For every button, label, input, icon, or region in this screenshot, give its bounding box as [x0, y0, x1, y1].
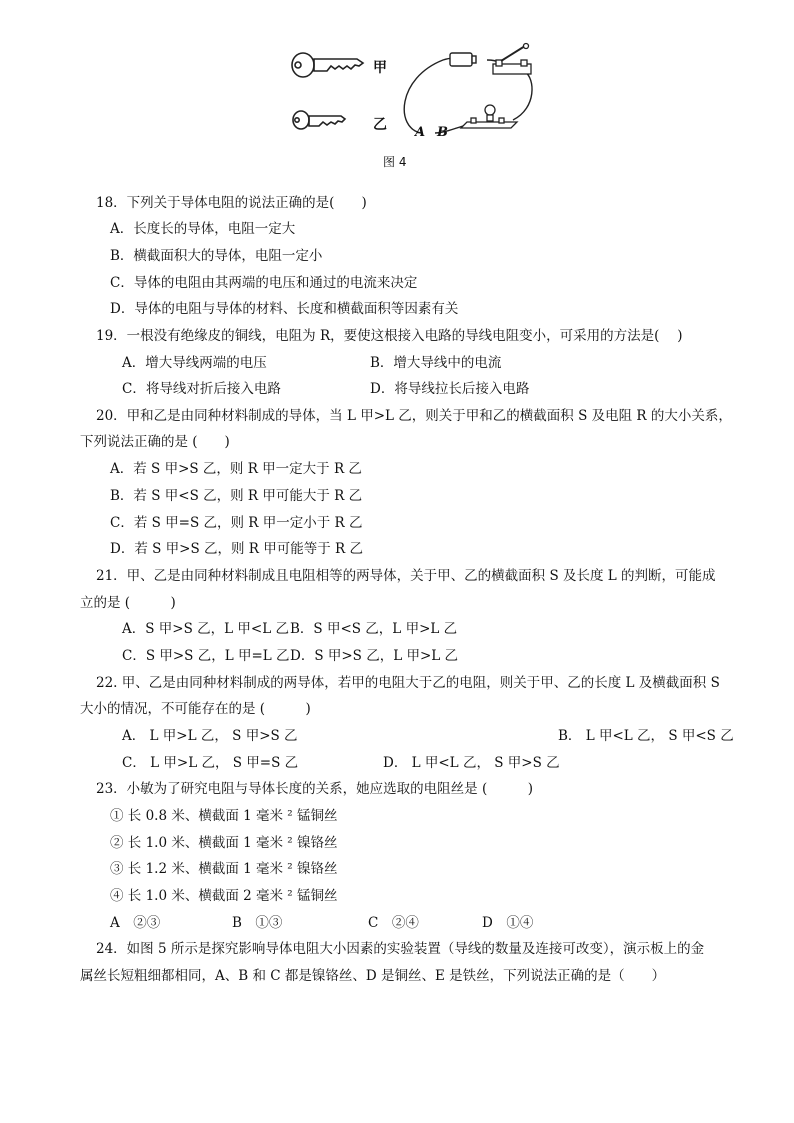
- q20-option-a: A．若 S 甲>S 乙，则 R 甲一定大于 R 乙: [110, 461, 362, 477]
- q21-option-d: D．S 甲>S 乙，L 甲>L 乙: [290, 648, 459, 664]
- q21-option-b: B．S 甲<S 乙，L 甲>L 乙: [290, 621, 458, 637]
- label-a: A: [415, 125, 426, 140]
- q21-option-c: C．S 甲>S 乙，L 甲=L 乙: [122, 648, 290, 664]
- q21-option-a: A．S 甲>S 乙，L 甲<L 乙: [122, 621, 289, 637]
- q19-option-b: B．增大导线中的电流: [370, 355, 502, 371]
- q21-stem-cont: 立的是 ( ): [80, 595, 176, 611]
- q20-stem: 20．甲和乙是由同种材料制成的导体，当 L 甲>L 乙，则关于甲和乙的横截面积 S 及电阻 R 的大小关系，: [96, 408, 732, 424]
- q18-stem: 18．下列关于导体电阻的说法正确的是( ): [96, 195, 367, 211]
- bulb-icon: [461, 105, 517, 128]
- q24-stem-cont: 属丝长短粗细都相同，A、B 和 C 都是镍铬丝、D 是铜丝、E 是铁丝，下列说法正确的是（ ）: [80, 968, 666, 984]
- q19-option-a: A．增大导线两端的电压: [122, 355, 267, 371]
- q19-option-d: D．将导线拉长后接入电路: [370, 381, 530, 397]
- q22-option-d: D． L 甲<L 乙， S 甲>S 乙: [383, 755, 560, 771]
- q23-stem: 23．小敏为了研究电阻与导体长度的关系，她应选取的电阻丝是 ( ): [96, 781, 534, 797]
- q18-option-a: A．长度长的导体，电阻一定大: [110, 221, 296, 237]
- label-yi: 乙: [373, 117, 387, 133]
- q18-option-d: D．导体的电阻与导体的材料、长度和横截面积等因素有关: [110, 301, 459, 317]
- q23-item-2: ② 长 1.0 米、横截面 1 毫米 ² 镍铬丝: [110, 835, 338, 851]
- q23-item-4: ④ 长 1.0 米、横截面 2 毫米 ² 锰铜丝: [110, 888, 338, 904]
- q20-option-b: B．若 S 甲<S 乙，则 R 甲可能大于 R 乙: [110, 488, 363, 504]
- q20-stem-cont: 下列说法正确的是 ( ): [80, 434, 230, 450]
- q23-item-1: ① 长 0.8 米、横截面 1 毫米 ² 锰铜丝: [110, 808, 338, 824]
- q22-option-b: B． L 甲<L 乙， S 甲<S 乙: [558, 728, 734, 744]
- key-jia-icon: [292, 53, 363, 77]
- q23-option-b: B ①③: [232, 915, 283, 931]
- q18-option-b: B．横截面积大的导体，电阻一定小: [110, 248, 323, 264]
- q19-option-c: C．将导线对折后接入电路: [122, 381, 281, 397]
- label-jia: 甲: [373, 60, 387, 76]
- key-yi-icon: [293, 111, 345, 129]
- q20-option-c: C．若 S 甲=S 乙，则 R 甲一定小于 R 乙: [110, 515, 363, 531]
- q22-stem: 22. 甲、乙是由同种材料制成的两导体，若甲的电阻大于乙的电阻，则关于甲、乙的长度 L 及横截面积 S: [96, 675, 720, 691]
- q20-option-d: D．若 S 甲>S 乙，则 R 甲可能等于 R 乙: [110, 541, 363, 557]
- q21-stem: 21．甲、乙是由同种材料制成且电阻相等的两导体，关于甲、乙的横截面积 S 及长度 L 的判断，可能成: [96, 568, 716, 584]
- circuit-wire: [404, 58, 470, 133]
- figure-4: [285, 38, 545, 146]
- q22-option-a: A． L 甲>L 乙， S 甲>S 乙: [122, 728, 298, 744]
- q22-option-c: C． L 甲>L 乙， S 甲=S 乙: [122, 755, 299, 771]
- q18-option-c: C．导体的电阻由其两端的电压和通过的电流来决定: [110, 275, 418, 291]
- figure-caption: 图 4: [383, 155, 407, 169]
- q23-item-3: ③ 长 1.2 米、横截面 1 毫米 ² 镍铬丝: [110, 861, 338, 877]
- q23-option-c: C ②④: [368, 915, 419, 931]
- label-b: B: [437, 125, 448, 140]
- switch-icon: [493, 44, 531, 75]
- q24-stem: 24．如图 5 所示是探究影响导体电阻大小因素的实验装置（导线的数量及连接可改变），演示板上的金: [96, 941, 705, 957]
- battery-icon: [450, 53, 476, 66]
- q19-stem: 19．一根没有绝缘皮的铜线，电阻为 R，要使这根接入电路的导线电阻变小，可采用的方法是( ): [96, 328, 683, 344]
- q23-option-a: A ②③: [110, 915, 161, 931]
- q22-stem-cont: 大小的情况，不可能存在的是 ( ): [80, 701, 311, 717]
- q23-option-d: D ①④: [482, 915, 534, 931]
